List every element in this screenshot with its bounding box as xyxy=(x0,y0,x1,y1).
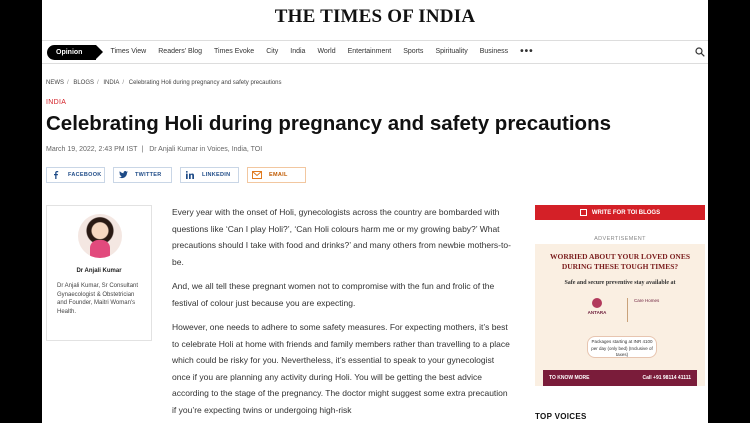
share-linkedin-button[interactable] xyxy=(180,167,239,183)
email-icon xyxy=(250,168,264,182)
article-paragraph: Every year with the onset of Holi, gynecologists across the country are bombarded with questions like ‘Can I play Holi?’, ‘Can Holi colours harm me or my growing baby?’ What precautions should I take with food and drinks?’ and many others from newbie mothers-to-be. xyxy=(172,207,511,267)
ad-subheadline: Safe and secure preventive stay available at xyxy=(564,280,676,286)
article-date: March 19, 2022, 2:43 PM IST xyxy=(46,146,138,153)
nav-item-entertainment[interactable]: Entertainment xyxy=(347,48,392,55)
nav-item-world[interactable]: World xyxy=(317,48,336,55)
pen-icon xyxy=(580,209,587,216)
ad-logo-care-homes: Care Homes xyxy=(627,298,667,322)
ad-logo-antara: ANTARA xyxy=(577,298,617,322)
share-buttons xyxy=(46,167,314,183)
author-card xyxy=(46,205,152,341)
nav-item-city[interactable]: City xyxy=(266,48,279,55)
nav-item-india[interactable]: India xyxy=(290,48,306,55)
nav-opinion[interactable]: Opinion xyxy=(47,45,96,60)
ad-cta-label: TO KNOW MORE xyxy=(549,375,590,381)
ad-phone: Call +91 98114 41111 xyxy=(642,375,691,381)
article-category[interactable]: INDIA xyxy=(46,99,67,106)
nav-items xyxy=(110,48,533,56)
article-body xyxy=(172,204,514,423)
ad-headline: WORRIED ABOUT YOUR LOVED ONES DURING THESE TOUGH TIMES? xyxy=(549,252,691,271)
page xyxy=(42,0,708,423)
author-bio: Dr Anjali Kumar, Sr Consultant Gynaecologist & Obstetrician and Founder, Maitri Woman's Health. xyxy=(57,283,139,315)
write-for-toi-button[interactable] xyxy=(535,205,705,220)
author-name[interactable]: Dr Anjali Kumar xyxy=(76,268,122,274)
share-email-button[interactable] xyxy=(247,167,306,183)
nav-item-times-evoke[interactable]: Times Evoke xyxy=(214,48,255,55)
advertisement-label: ADVERTISEMENT xyxy=(594,236,646,242)
share-twitter-button[interactable] xyxy=(113,167,172,183)
advertisement-banner[interactable] xyxy=(535,244,705,386)
share-facebook-button[interactable] xyxy=(46,167,105,183)
breadcrumb-news[interactable]: NEWS xyxy=(46,80,64,86)
linkedin-icon xyxy=(183,168,197,182)
article-headline: Celebrating Holi during pregnancy and safety precautions xyxy=(46,112,611,135)
share-twitter-label: TWITTER xyxy=(135,172,162,178)
article-paragraph: However, one needs to adhere to some safety measures. For expecting mothers, it’s best to celebrate Holi at home with friends and family members rather than travelling to a place which could be risky for you. Nevertheless, it’s essential to speak to your gynecologist once if you are planning any activity during Holi. You will be getting the best advice according to the stage of the pregnancy. The doctor might suggest some extra precaution if you’re expecting twins or undergoing high-risk xyxy=(172,322,510,415)
ad-price-pill: Packages starting at INR 4100 per day (only bed) (Inclusive of taxes) xyxy=(587,336,657,358)
share-facebook-label: FACEBOOK xyxy=(68,172,102,178)
article-meta: March 19, 2022, 2:43 PM IST | Dr Anjali Kumar in Voices, India, TOI xyxy=(46,146,263,153)
breadcrumb: NEWS / BLOGS / INDIA / Celebrating Holi during pregnancy and safety precautions xyxy=(46,80,282,86)
breadcrumb-india[interactable]: INDIA xyxy=(103,80,120,86)
search-icon[interactable] xyxy=(695,47,705,57)
share-linkedin-label: LINKEDIN xyxy=(202,172,231,178)
breadcrumb-current: Celebrating Holi during pregnancy and safety precautions xyxy=(128,80,282,86)
nav-item-readers-blog[interactable]: Readers' Blog xyxy=(158,48,202,55)
nav-item-sports[interactable]: Sports xyxy=(403,48,424,55)
article-byline[interactable]: Dr Anjali Kumar in Voices, India, TOI xyxy=(149,146,263,153)
article-paragraph: And, we all tell these pregnant women not to compromise with the fun and frolic of the festival of colour just because you are expecting. xyxy=(172,281,495,308)
main-nav xyxy=(42,40,708,64)
nav-item-times-view[interactable]: Times View xyxy=(110,48,147,55)
nav-item-business[interactable]: Business xyxy=(479,48,509,55)
antara-logo-icon xyxy=(592,298,602,308)
write-for-toi-label: WRITE FOR TOI BLOGS xyxy=(591,209,661,216)
breadcrumb-blogs[interactable]: BLOGS xyxy=(73,80,95,86)
author-avatar[interactable] xyxy=(78,214,122,258)
top-voices-heading: TOP VOICES xyxy=(535,412,587,421)
facebook-icon xyxy=(49,168,63,182)
ad-cta-bar[interactable] xyxy=(543,370,697,386)
twitter-icon xyxy=(116,168,130,182)
share-email-label: EMAIL xyxy=(269,172,288,178)
nav-item-spirituality[interactable]: Spirituality xyxy=(435,48,468,55)
masthead-logo[interactable]: THE TIMES OF INDIA xyxy=(274,6,476,27)
nav-more-icon[interactable]: ••• xyxy=(520,46,534,57)
